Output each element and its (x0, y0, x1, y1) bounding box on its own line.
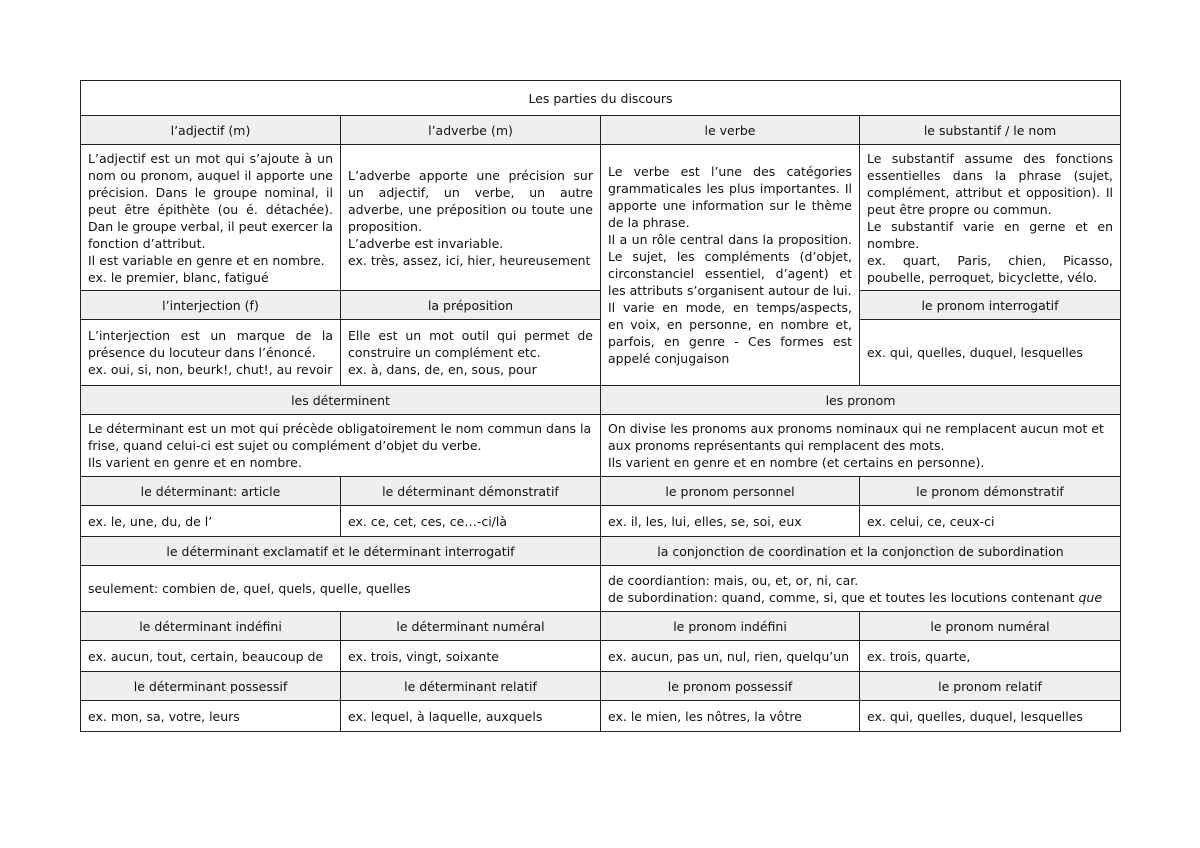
verbe-role: Il a un rôle central dans la proposition. Le sujet, les compléments (d’objet, circonstanciel essentiel, d’agent) et les attributs s’organisent autour de lui. (608, 232, 852, 298)
det-possessif-example: ex. mon, sa, votre, leurs (81, 701, 341, 732)
substantif-example: ex. quart, Paris, chien, Picasso, poubelle, perroquet, bicyclette, vélo. (867, 252, 1113, 285)
pron-numeral-example: ex. trois, quarte, (860, 641, 1121, 672)
header-det-numeral: le déterminant numéral (341, 612, 601, 641)
interjection-example: ex. oui, si, non, beurk!, chut!, au revoir (88, 362, 333, 377)
header-adjectif: l’adjectif (m) (81, 116, 341, 145)
pronom-variation: Ils varient en genre et en nombre (et certains en personne). (608, 455, 985, 470)
header-preposition: la préposition (341, 291, 601, 320)
adverbe-definition: L’adverbe apporte une précision sur un adjectif, un verbe, un autre adverbe, une préposition ou toute une proposition. (348, 167, 593, 234)
pron-personnel-example: ex. il, les, lui, elles, se, soi, eux (601, 506, 860, 537)
pronom-description (601, 415, 1121, 477)
header-pronom-interrogatif: le pronom interrogatif (860, 291, 1121, 320)
determinant-variation: Ils varient en genre et en nombre. (88, 455, 302, 470)
substantif-variation: Le substantif varie en gerne et en nombre. (867, 218, 1113, 251)
header-pron-possessif: le pronom possessif (601, 672, 860, 701)
preposition-example: ex. à, dans, de, en, sous, pour (348, 362, 537, 377)
pronom-interrogatif-example: ex. qui, quelles, duquel, lesquelles (860, 320, 1121, 386)
header-det-possessif: le déterminant possessif (81, 672, 341, 701)
pron-possessif-example: ex. le mien, les nôtres, la vôtre (601, 701, 860, 732)
substantif-description (860, 145, 1121, 291)
interjection-description (81, 320, 341, 386)
determinant-description (81, 415, 601, 477)
conj-subordination (608, 589, 1113, 606)
verbe-variation: Il varie en mode, en temps/aspects, en voix, en personne, en nombre et, parfois, en genre - Ces formes est appelé conjugaison (608, 300, 852, 366)
conj-subordination-text: de subordination: quand, comme, si, que et toutes les locutions contenant (608, 589, 1075, 605)
parts-of-speech-table (80, 80, 1121, 732)
header-det-indefini: le déterminant indéfini (81, 612, 341, 641)
header-pron-numeral: le pronom numéral (860, 612, 1121, 641)
det-relatif-example: ex. lequel, à laquelle, auxquels (341, 701, 601, 732)
verbe-definition: Le verbe est l’une des catégories grammaticales les plus importantes. Il apporte une information sur le thème de la phrase. (608, 164, 852, 230)
header-pron-relatif: le pronom relatif (860, 672, 1121, 701)
header-pron-personnel: le pronom personnel (601, 477, 860, 506)
header-pron-demonstratif: le pronom démonstratif (860, 477, 1121, 506)
table-title: Les parties du discours (81, 81, 1121, 116)
header-determinant: les déterminent (81, 386, 601, 415)
interjection-definition: L’interjection est un marque de la présence du locuteur dans l’énoncé. (88, 328, 333, 360)
adjectif-description (81, 145, 341, 291)
det-indefini-example: ex. aucun, tout, certain, beaucoup de (81, 641, 341, 672)
adjectif-variation: Il est variable en genre et en nombre. (88, 252, 325, 268)
header-conjonctions: la conjonction de coordination et la conjonction de subordination (601, 537, 1121, 566)
header-det-relatif: le déterminant relatif (341, 672, 601, 701)
header-adverbe: l’adverbe (m) (341, 116, 601, 145)
det-article-example: ex. le, une, du, de l’ (81, 506, 341, 537)
verbe-description (601, 145, 860, 386)
adverbe-example: ex. très, assez, ici, hier, heureusement (348, 252, 591, 268)
adjectif-example: ex. le premier, blanc, fatigué (88, 269, 269, 285)
header-det-exclamatif-interrogatif: le déterminant exclamatif et le déterminant interrogatif (81, 537, 601, 566)
conj-coordination: de coordiantion: mais, ou, et, or, ni, car. (608, 572, 859, 588)
adverbe-variation: L’adverbe est invariable. (348, 235, 504, 251)
preposition-description (341, 320, 601, 386)
header-interjection: l’interjection (f) (81, 291, 341, 320)
pronom-definition: On divise les pronoms aux pronoms nominaux qui ne remplacent aucun mot et aux pronoms représentants qui remplacent des mots. (608, 421, 1104, 453)
pron-relatif-example: ex. qui, quelles, duquel, lesquelles (860, 701, 1121, 732)
conjonctions-description (601, 566, 1121, 612)
det-numeral-example: ex. trois, vingt, soixante (341, 641, 601, 672)
header-det-article: le déterminant: article (81, 477, 341, 506)
det-exclamatif-interrogatif-example: seulement: combien de, quel, quels, quelle, quelles (81, 566, 601, 612)
header-det-demonstratif: le déterminant démonstratif (341, 477, 601, 506)
preposition-definition: Elle est un mot outil qui permet de construire un complément etc. (348, 328, 593, 360)
substantif-definition: Le substantif assume des fonctions essentielles dans la phrase (sujet, complément, attribut et opposition). Il peut être propre ou commun. (867, 150, 1113, 217)
conj-subordination-word: que (1078, 589, 1103, 605)
header-substantif: le substantif / le nom (860, 116, 1121, 145)
determinant-definition: Le déterminant est un mot qui précède obligatoirement le nom commun dans la frise, quand celui-ci est sujet ou complément d’objet du verbe. (88, 421, 592, 453)
pron-indefini-example: ex. aucun, pas un, nul, rien, quelqu’un (601, 641, 860, 672)
pron-demonstratif-example: ex. celui, ce, ceux-ci (860, 506, 1121, 537)
header-pron-indefini: le pronom indéfini (601, 612, 860, 641)
adverbe-description (341, 145, 601, 291)
det-demonstratif-example: ex. ce, cet, ces, ce…-ci/là (341, 506, 601, 537)
header-verbe: le verbe (601, 116, 860, 145)
adjectif-definition: L’adjectif est un mot qui s’ajoute à un nom ou pronom, auquel il apporte une précision. Dans le groupe nominal, il peut être épithète (ou é. détachée). Dan le groupe verbal, il peut exercer la fonction d’attribut. (88, 150, 333, 251)
header-pronom: les pronom (601, 386, 1121, 415)
